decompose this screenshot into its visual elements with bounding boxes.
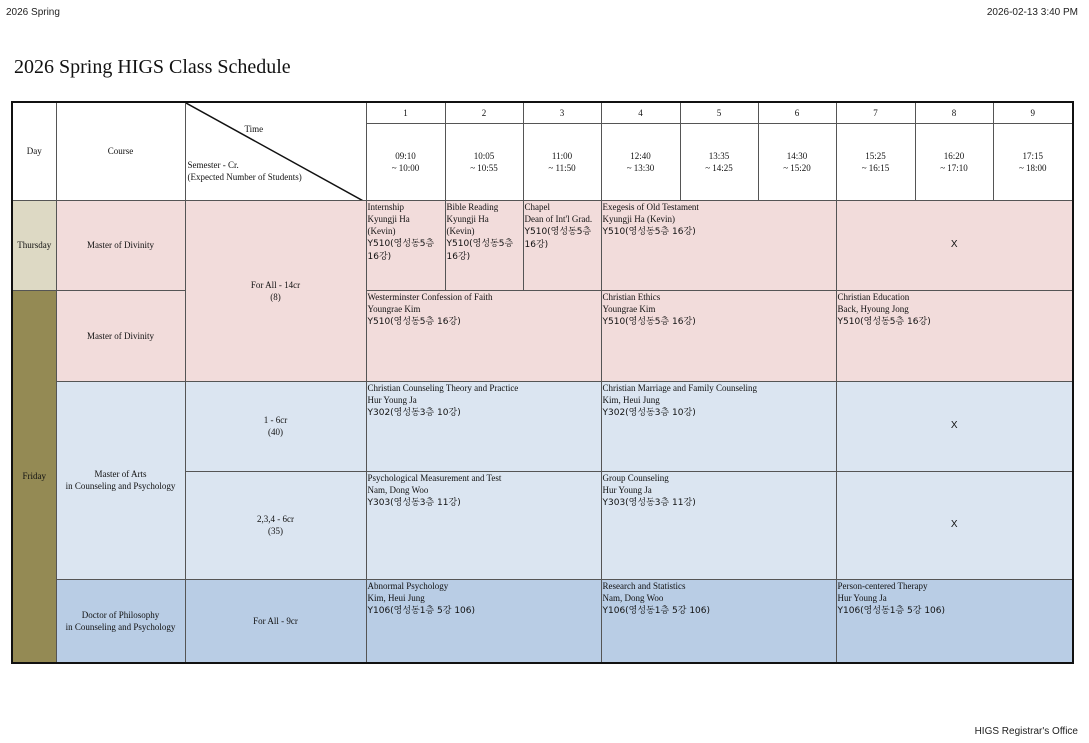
period-3-time	[523, 123, 601, 200]
print-header-term: 2026 Spring	[6, 7, 60, 18]
period-start: 17:15	[1022, 150, 1043, 161]
class-title: Christian Ethics	[602, 291, 661, 302]
class-room: Y510(영성동5층 16강)	[602, 316, 696, 327]
class-title: Exegesis of Old Testament	[602, 201, 699, 212]
class-professor: Kim, Heui Jung	[367, 592, 425, 603]
class-room: Y510(영성동5층 16강)	[367, 316, 461, 327]
class-internship[interactable]	[366, 200, 445, 290]
period-5-number: 5	[680, 102, 758, 123]
class-professor: Hur Young Ja	[602, 484, 652, 495]
period-1-time	[366, 123, 445, 200]
period-5-time	[680, 123, 758, 200]
period-end: ~ 11:50	[548, 162, 576, 173]
semester-students: (40)	[268, 427, 283, 437]
class-title: Internship	[367, 201, 404, 212]
friday-mdiv-row	[12, 290, 1073, 381]
print-footer-office: HIGS Registrar's Office	[974, 726, 1078, 737]
period-end: ~ 13:30	[626, 162, 655, 173]
period-9-time	[993, 123, 1073, 200]
class-abnormal-psychology[interactable]	[366, 579, 601, 663]
class-room-cont: 16강)	[367, 251, 392, 262]
day-thursday: Thursday	[12, 200, 56, 290]
period-2-number: 2	[445, 102, 523, 123]
period-end: ~ 17:10	[940, 162, 968, 173]
class-christian-ethics[interactable]	[601, 290, 836, 381]
class-westminster-confession[interactable]	[366, 290, 601, 381]
no-class-thursday: X	[836, 200, 1073, 290]
class-title: Christian Education	[837, 291, 910, 302]
course-mdiv-thursday: Master of Divinity	[56, 200, 185, 290]
class-room: Y106(영성동1층 5강 106)	[367, 605, 476, 616]
course-ma-counseling	[56, 381, 185, 579]
day-friday: Friday	[12, 290, 56, 663]
class-professor: Kim, Heui Jung	[602, 394, 660, 405]
class-room: Y510(영성동5층	[524, 226, 592, 237]
class-room: Y106(영성동1층 5강 106)	[602, 605, 711, 616]
class-title: Westerminster Confession of Faith	[367, 291, 493, 302]
class-title: Bible Reading	[446, 201, 499, 212]
print-header-timestamp: 2026-02-13 3:40 PM	[986, 7, 1078, 18]
semester-credits: 2,3,4 - 6cr	[257, 514, 294, 524]
period-4-number: 4	[601, 102, 680, 123]
class-room: Y302(영성동3층 10강)	[602, 407, 696, 418]
period-3-number: 3	[523, 102, 601, 123]
period-start: 12:40	[630, 150, 651, 161]
course-mdiv-friday: Master of Divinity	[56, 290, 185, 381]
course-name-cont: in Counseling and Psychology	[65, 621, 176, 632]
class-room-cont: 16강)	[524, 239, 549, 250]
period-7-time	[836, 123, 915, 200]
time-label: Time	[244, 124, 264, 134]
class-professor: Kyungji Ha	[367, 213, 410, 224]
class-title: Chapel	[524, 201, 550, 212]
friday-ma-row-1	[12, 381, 1073, 471]
course-name: Doctor of Philosophy	[81, 609, 160, 620]
class-group-counseling[interactable]	[601, 471, 836, 579]
semester-ma-2	[185, 471, 366, 579]
day-header: Day	[12, 102, 56, 200]
class-title: Abnormal Psychology	[367, 580, 449, 591]
class-professor: Kyungji Ha	[446, 213, 489, 224]
semester-label-line-2: (Expected Number of Students)	[187, 172, 302, 182]
class-person-centered-therapy[interactable]	[836, 579, 1073, 663]
schedule-table	[11, 101, 1074, 664]
period-9-number: 9	[993, 102, 1073, 123]
class-professor: Nam, Dong Woo	[602, 592, 664, 603]
period-8-number: 8	[915, 102, 993, 123]
class-title: Christian Counseling Theory and Practice	[367, 382, 519, 393]
class-title: Group Counseling	[602, 472, 669, 483]
period-number-row	[12, 102, 1073, 123]
class-counseling-theory[interactable]	[366, 381, 601, 471]
class-psychological-measurement[interactable]	[366, 471, 601, 579]
page-title: 2026 Spring HIGS Class Schedule	[14, 56, 291, 78]
semester-phd: For All - 9cr	[185, 579, 366, 663]
period-2-time	[445, 123, 523, 200]
class-room: Y510(영성동5층	[446, 238, 514, 249]
class-room: Y106(영성동1층 5강 106)	[837, 605, 946, 616]
class-professor: Hur Young Ja	[367, 394, 417, 405]
period-8-time	[915, 123, 993, 200]
thursday-mdiv-row	[12, 200, 1073, 290]
class-title: Person-centered Therapy	[837, 580, 928, 591]
semester-credits: 1 - 6cr	[263, 415, 288, 425]
period-end: ~ 10:55	[470, 162, 498, 173]
semester-mdiv	[185, 200, 366, 381]
class-room: Y302(영성동3층 10강)	[367, 407, 461, 418]
period-start: 15:25	[865, 150, 886, 161]
period-end: ~ 16:15	[861, 162, 890, 173]
class-room: Y510(영성동5층 16강)	[837, 316, 931, 327]
semester-students: (8)	[270, 291, 281, 302]
course-name-cont: in Counseling and Psychology	[65, 481, 176, 491]
period-end: ~ 14:25	[705, 162, 733, 173]
class-room: Y303(영성동3층 11강)	[367, 497, 461, 508]
class-professor: Youngrae Kim	[367, 303, 421, 314]
class-professor-nickname: (Kevin)	[367, 225, 396, 236]
semester-ma-1	[185, 381, 366, 471]
class-bible-reading[interactable]	[445, 200, 523, 290]
class-professor: Youngrae Kim	[602, 303, 656, 314]
period-start: 14:30	[786, 150, 808, 161]
class-room: Y510(영성동5층	[367, 238, 435, 249]
semester-label	[188, 159, 302, 183]
diagonal-divider	[186, 103, 367, 200]
class-professor: Hur Young Ja	[837, 592, 887, 603]
class-professor: Back, Hyoung Jong	[837, 303, 909, 314]
friday-phd-row	[12, 579, 1073, 663]
semester-label-line-1: Semester - Cr.	[187, 160, 239, 170]
class-professor: Nam, Dong Woo	[367, 484, 429, 495]
class-research-statistics[interactable]	[601, 579, 836, 663]
period-6-time	[758, 123, 836, 200]
class-chapel[interactable]	[523, 200, 601, 290]
class-professor-nickname: (Kevin)	[446, 225, 475, 236]
period-1-number: 1	[366, 102, 445, 123]
period-7-number: 7	[836, 102, 915, 123]
class-title: Research and Statistics	[602, 580, 686, 591]
period-end: ~ 18:00	[1018, 162, 1047, 173]
no-class-ma-2: X	[836, 471, 1073, 579]
period-end: ~ 15:20	[783, 162, 811, 173]
period-start: 16:20	[943, 150, 965, 161]
class-title: Christian Marriage and Family Counseling	[602, 382, 757, 393]
class-room: Y510(영성동5층 16강)	[602, 226, 696, 237]
course-phd-counseling	[56, 579, 185, 663]
period-start: 09:10	[395, 150, 416, 161]
no-class-ma-1: X	[836, 381, 1073, 471]
period-4-time	[601, 123, 680, 200]
class-christian-education[interactable]	[836, 290, 1073, 381]
class-professor: Kyungji Ha (Kevin)	[602, 213, 675, 224]
course-header: Course	[56, 102, 185, 200]
period-end: ~ 10:00	[391, 162, 420, 173]
semester-credits: For All - 14cr	[250, 279, 301, 290]
period-start: 13:35	[708, 150, 730, 161]
class-title: Psychological Measurement and Test	[367, 472, 502, 483]
class-room: Y303(영성동3층 11강)	[602, 497, 696, 508]
class-exegesis-old-testament[interactable]	[601, 200, 836, 290]
class-room-cont: 16강)	[446, 251, 471, 262]
period-6-number: 6	[758, 102, 836, 123]
semester-students: (35)	[268, 526, 283, 536]
time-semester-header	[185, 102, 366, 200]
period-start: 10:05	[473, 150, 495, 161]
class-marriage-family-counseling[interactable]	[601, 381, 836, 471]
period-start: 11:00	[551, 150, 573, 161]
course-name: Master of Arts	[94, 469, 147, 479]
class-professor: Dean of Int'l Grad.	[524, 213, 593, 224]
